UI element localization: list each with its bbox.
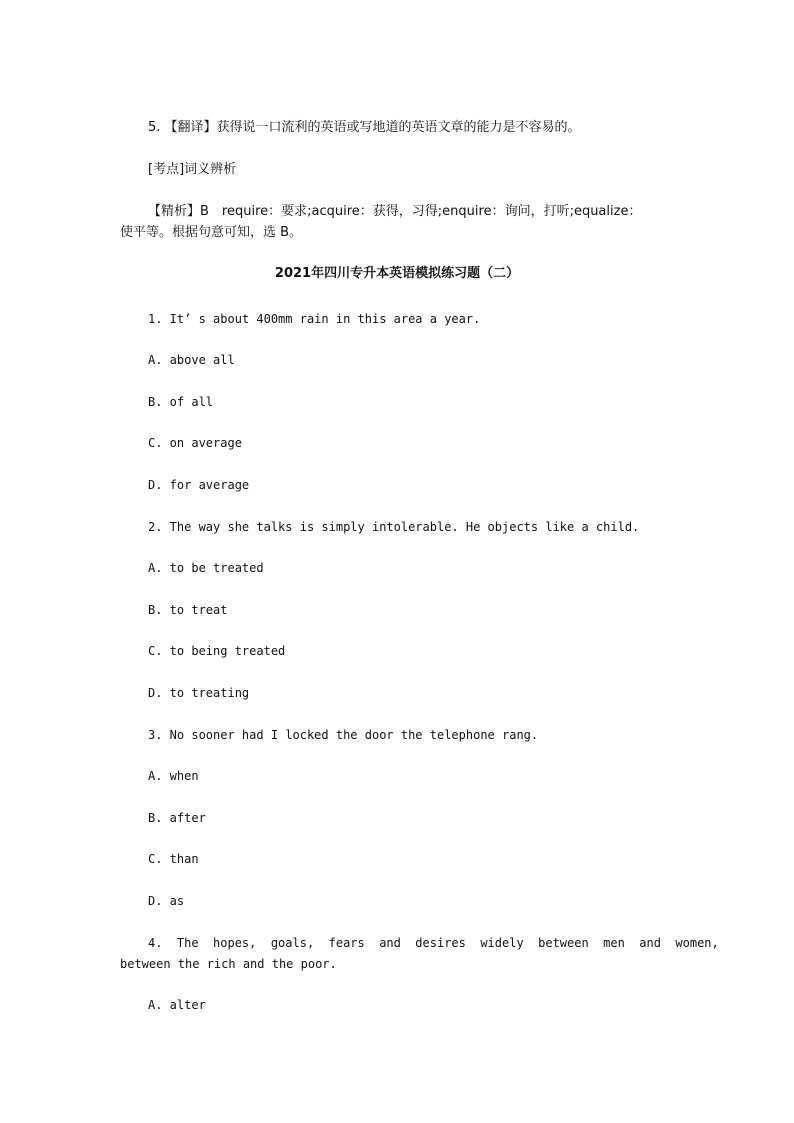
question-1-option-d: D. for average	[148, 478, 250, 492]
question-1-stem: 1. It’ s about 400mm rain in this area a year.	[148, 312, 481, 326]
question-2-option-a: A. to be treated	[148, 561, 264, 575]
q5-kaodian: [考点]词义辨析	[148, 162, 237, 177]
question-2-option-c: C. to being treated	[148, 644, 286, 658]
question-1-option-a: A. above all	[148, 353, 235, 367]
question-2-option-b: B. to treat	[148, 603, 228, 617]
question-4-stem-line2: between the rich and the poor.	[120, 957, 337, 971]
question-3-option-b: B. after	[148, 811, 206, 825]
question-1-option-c: C. on average	[148, 436, 242, 450]
section-title: 2021年四川专升本英语模拟练习题（二）	[274, 266, 520, 281]
question-3-option-c: C. than	[148, 852, 199, 866]
question-3-option-a: A. when	[148, 769, 199, 783]
q5-analysis-line2: 使平等。根据句意可知，选 B。	[120, 225, 303, 240]
question-3-option-d: D. as	[148, 894, 185, 908]
question-2-option-d: D. to treating	[148, 686, 250, 700]
question-2-stem: 2. The way she talks is simply intolerable. He objects like a child.	[148, 520, 640, 534]
question-4-option-a: A. alter	[148, 998, 206, 1012]
question-3-stem: 3. No sooner had I locked the door the telephone rang.	[148, 728, 539, 742]
question-1-option-b: B. of all	[148, 395, 214, 409]
q5-analysis-line1: 【精析】B require：要求;acquire：获得，习得;enquire：询问，打听;equalize：	[148, 204, 642, 219]
q5-translation: 5. 【翻译】获得说一口流利的英语或写地道的英语文章的能力是不容易的。	[148, 120, 581, 135]
question-4-stem-line1: 4. The hopes, goals, fears and desires widely between men and women,	[148, 936, 719, 950]
